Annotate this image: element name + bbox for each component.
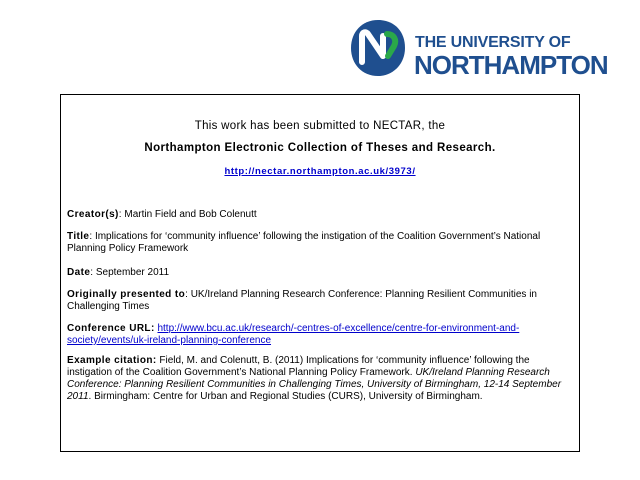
date-label: Date bbox=[67, 267, 91, 278]
university-logo bbox=[349, 18, 611, 80]
logo-text-line2: NORTHAMPTON bbox=[414, 50, 608, 80]
conference-url-field bbox=[67, 323, 575, 347]
originally-presented-value: UK/Ireland Planning Research Conference: Planning Resilient Communities in Challenging Times bbox=[67, 289, 537, 312]
date-sep: : bbox=[90, 267, 96, 278]
originally-presented-label: Originally presented to bbox=[67, 289, 186, 300]
title-value: Implications for ‘community influence’ following the instigation of the Coalition Government’s National Planning Policy Framework bbox=[67, 231, 541, 254]
creator-value: Martin Field and Bob Colenutt bbox=[124, 209, 257, 220]
record-frame bbox=[60, 94, 580, 452]
date-field bbox=[67, 267, 575, 279]
citation-part-2: UK/Ireland Planning Research Conference: Planning Resilient Communities in Challenging Times, University of Birmingham, 12-14 September 2011 bbox=[67, 367, 562, 402]
conference-url-label: Conference URL: bbox=[67, 323, 155, 334]
title-field bbox=[67, 231, 575, 255]
conference-url-link[interactable]: http://www.bcu.ac.uk/research/-centres-of-excellence/centre-for-environment-and-society/events/uk-ireland-planning-conference bbox=[67, 323, 520, 346]
creator-field bbox=[67, 209, 575, 221]
creator-sep: : bbox=[118, 209, 125, 220]
citation-part-1: Field, M. and Colenutt, B. (2011) Implications for ‘community influence’ following the instigation of the Coalition Government’s National Planning Policy Framework. bbox=[67, 355, 530, 378]
nectar-record-link[interactable]: http://nectar.northampton.ac.uk/3973/ bbox=[224, 166, 416, 177]
title-sep: : bbox=[89, 231, 95, 242]
example-citation-label: Example citation: bbox=[67, 355, 157, 366]
originally-presented-sep: : bbox=[185, 289, 191, 300]
date-value: September 2011 bbox=[95, 267, 170, 278]
intro-line-1: This work has been submitted to NECTAR, the bbox=[194, 120, 446, 132]
title-label: Title bbox=[67, 231, 90, 242]
example-citation-field bbox=[67, 355, 575, 403]
creator-label: Creator(s) bbox=[67, 209, 119, 220]
citation-part-3: . Birmingham: Centre for Urban and Regional Studies (CURS), University of Birmingham. bbox=[88, 391, 483, 402]
logo-text-line1: THE UNIVERSITY OF bbox=[415, 34, 571, 51]
originally-presented-field bbox=[67, 289, 575, 313]
intro-line-2: Northampton Electronic Collection of Theses and Research. bbox=[144, 142, 496, 154]
university-logo-mark-icon bbox=[349, 18, 407, 78]
